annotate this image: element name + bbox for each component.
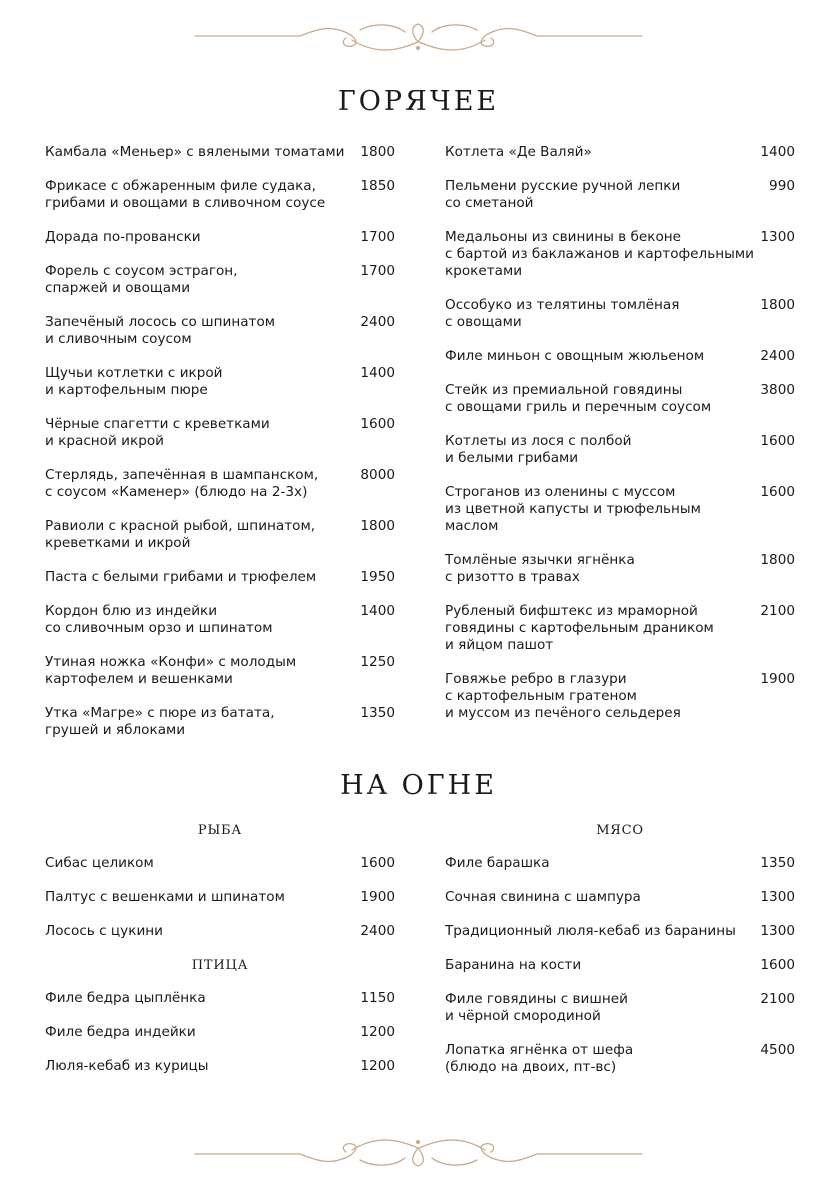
bottom-ornament-icon xyxy=(0,1134,837,1174)
dish-name: Традиционный люля-кебаб из баранины xyxy=(445,923,736,939)
menu-item xyxy=(445,671,795,722)
dish-price: 1700 xyxy=(360,263,395,279)
dish-name: Баранина на кости xyxy=(445,957,582,973)
top-ornament-icon xyxy=(0,18,837,58)
dish-price: 1800 xyxy=(760,552,795,568)
dish-name: Стерлядь, запечённая в шампанском, с соусом «Каменер» (блюдо на 2-3х) xyxy=(45,467,319,500)
dish-name: Говяжье ребро в глазури с картофельным гратеном и муссом из печёного сельдерея xyxy=(445,671,681,721)
menu-item xyxy=(445,603,795,654)
dish-price: 1600 xyxy=(760,433,795,449)
menu-item xyxy=(445,297,795,331)
menu-item xyxy=(445,484,795,535)
dish-name: Дорада по-провански xyxy=(45,229,201,245)
dish-price: 2400 xyxy=(760,348,795,364)
dish-name: Палтус с вешенками и шпинатом xyxy=(45,889,285,905)
dish-price: 1700 xyxy=(360,229,395,245)
dish-price: 1950 xyxy=(360,569,395,585)
menu-item xyxy=(445,1042,795,1076)
dish-name: Рубленый бифштекс из мраморной говядины с картофельным драником и яйцом пашот xyxy=(445,603,714,653)
dish-price: 2400 xyxy=(360,314,395,330)
dish-name: Филе бедра индейки xyxy=(45,1024,196,1040)
menu-item xyxy=(445,923,795,940)
subsection-title-fish: РЫБА xyxy=(197,823,243,838)
dish-name: Форель с соусом эстрагон, спаржей и овощами xyxy=(45,263,238,296)
dish-price: 1350 xyxy=(360,705,395,721)
dish-name: Стейк из премиальной говядины с овощами гриль и перечным соусом xyxy=(445,382,712,415)
dish-price: 2100 xyxy=(760,603,795,619)
dish-name: Камбала «Меньер» с вялеными томатами xyxy=(45,144,345,160)
menu-item xyxy=(45,889,395,906)
dish-price: 1350 xyxy=(760,855,795,871)
menu-item xyxy=(45,229,395,246)
dish-name: Филе говядины с вишней и чёрной смородиной xyxy=(445,991,628,1024)
fire-left-column xyxy=(45,822,395,1092)
menu-item xyxy=(45,654,395,688)
dish-name: Равиоли с красной рыбой, шпинатом, креветками и икрой xyxy=(45,518,316,551)
section-title-hot: ГОРЯЧЕЕ xyxy=(337,86,500,117)
menu-item xyxy=(45,1024,395,1041)
dish-price: 1900 xyxy=(760,671,795,687)
menu-item xyxy=(45,314,395,348)
menu-item xyxy=(45,416,395,450)
menu-item xyxy=(445,348,795,365)
subsection-title-poultry: ПТИЦА xyxy=(191,958,249,973)
hot-left-column xyxy=(45,144,395,756)
menu-item xyxy=(45,518,395,552)
dish-price: 1800 xyxy=(760,297,795,313)
dish-price: 1400 xyxy=(360,365,395,381)
dish-price: 1400 xyxy=(760,144,795,160)
dish-name: Строганов из оленины с муссом из цветной капусты и трюфельным маслом xyxy=(445,484,701,534)
dish-price: 1300 xyxy=(760,889,795,905)
menu-item xyxy=(445,889,795,906)
dish-price: 1600 xyxy=(760,484,795,500)
dish-name: Пельмени русские ручной лепки со сметаной xyxy=(445,178,681,211)
dish-name: Люля-кебаб из курицы xyxy=(45,1058,209,1074)
menu-item xyxy=(445,991,795,1025)
dish-price: 8000 xyxy=(360,467,395,483)
dish-name: Утиная ножка «Конфи» с молодым картофелем и вешенками xyxy=(45,654,297,687)
dish-price: 1150 xyxy=(360,990,395,1006)
dish-name: Чёрные спагетти с креветками и красной икрой xyxy=(45,416,270,449)
dish-name: Утка «Магре» с пюре из батата, грушей и яблоками xyxy=(45,705,275,738)
dish-price: 2100 xyxy=(760,991,795,1007)
fish-list xyxy=(45,855,395,940)
dish-price: 1800 xyxy=(360,518,395,534)
dish-name: Котлета «Де Валяй» xyxy=(445,144,592,160)
dish-price: 1900 xyxy=(360,889,395,905)
dish-name: Котлеты из лося с полбой и белыми грибами xyxy=(445,433,632,466)
dish-name: Фрикасе с обжаренным филе судака, грибами и овощами в сливочном соусе xyxy=(45,178,326,211)
menu-item xyxy=(45,855,395,872)
dish-name: Филе миньон с овощным жюльеном xyxy=(445,348,705,364)
dish-price: 1600 xyxy=(760,957,795,973)
dish-name: Филе барашка xyxy=(445,855,550,871)
menu-item xyxy=(445,229,795,280)
dish-price: 1800 xyxy=(360,144,395,160)
menu-item xyxy=(45,467,395,501)
dish-name: Кордон блю из индейки со сливочным орзо и шпинатом xyxy=(45,603,273,636)
menu-item xyxy=(445,552,795,586)
section-title-fire: НА ОГНЕ xyxy=(340,770,497,801)
menu-item xyxy=(45,705,395,739)
menu-item xyxy=(445,433,795,467)
dish-price: 1200 xyxy=(360,1058,395,1074)
fire-right-column xyxy=(445,822,795,1093)
menu-item xyxy=(45,365,395,399)
dish-price: 3800 xyxy=(760,382,795,398)
menu-item xyxy=(45,1058,395,1075)
menu-item xyxy=(445,144,795,161)
dish-name: Филе бедра цыплёнка xyxy=(45,990,206,1006)
dish-name: Запечёный лосось со шпинатом и сливочным соусом xyxy=(45,314,276,347)
dish-price: 1300 xyxy=(760,229,795,245)
dish-price: 1250 xyxy=(360,654,395,670)
dish-price: 1300 xyxy=(760,923,795,939)
hot-right-column xyxy=(445,144,795,739)
menu-item xyxy=(445,382,795,416)
menu-item xyxy=(445,855,795,872)
menu-item xyxy=(45,569,395,586)
dish-price: 990 xyxy=(769,178,795,194)
dish-price: 1200 xyxy=(360,1024,395,1040)
dish-price: 1850 xyxy=(360,178,395,194)
menu-item xyxy=(45,990,395,1007)
dish-name: Лопатка ягнёнка от шефа (блюдо на двоих, пт-вс) xyxy=(445,1042,634,1075)
dish-name: Щучьи котлетки с икрой и картофельным пюре xyxy=(45,365,223,398)
dish-name: Томлёные язычки ягнёнка с ризотто в травах xyxy=(445,552,635,585)
poultry-list xyxy=(45,990,395,1075)
dish-price: 4500 xyxy=(760,1042,795,1058)
menu-item xyxy=(45,603,395,637)
dish-price: 2400 xyxy=(360,923,395,939)
dish-name: Паста с белыми грибами и трюфелем xyxy=(45,569,317,585)
menu-item xyxy=(445,178,795,212)
menu-item xyxy=(45,178,395,212)
dish-name: Оссобуко из телятины томлёная с овощами xyxy=(445,297,680,330)
menu-item xyxy=(445,957,795,974)
dish-name: Медальоны из свинины в беконе с бартой из баклажанов и картофельными крокетами xyxy=(445,229,754,279)
dish-price: 1600 xyxy=(360,855,395,871)
dish-price: 1600 xyxy=(360,416,395,432)
dish-name: Сочная свинина с шампура xyxy=(445,889,641,905)
menu-item xyxy=(45,144,395,161)
dish-name: Сибас целиком xyxy=(45,855,154,871)
dish-price: 1400 xyxy=(360,603,395,619)
menu-item xyxy=(45,263,395,297)
menu-item xyxy=(45,923,395,940)
meat-list xyxy=(445,855,795,1076)
subsection-title-meat: МЯСО xyxy=(596,823,644,838)
dish-name: Лосось с цукини xyxy=(45,923,163,939)
